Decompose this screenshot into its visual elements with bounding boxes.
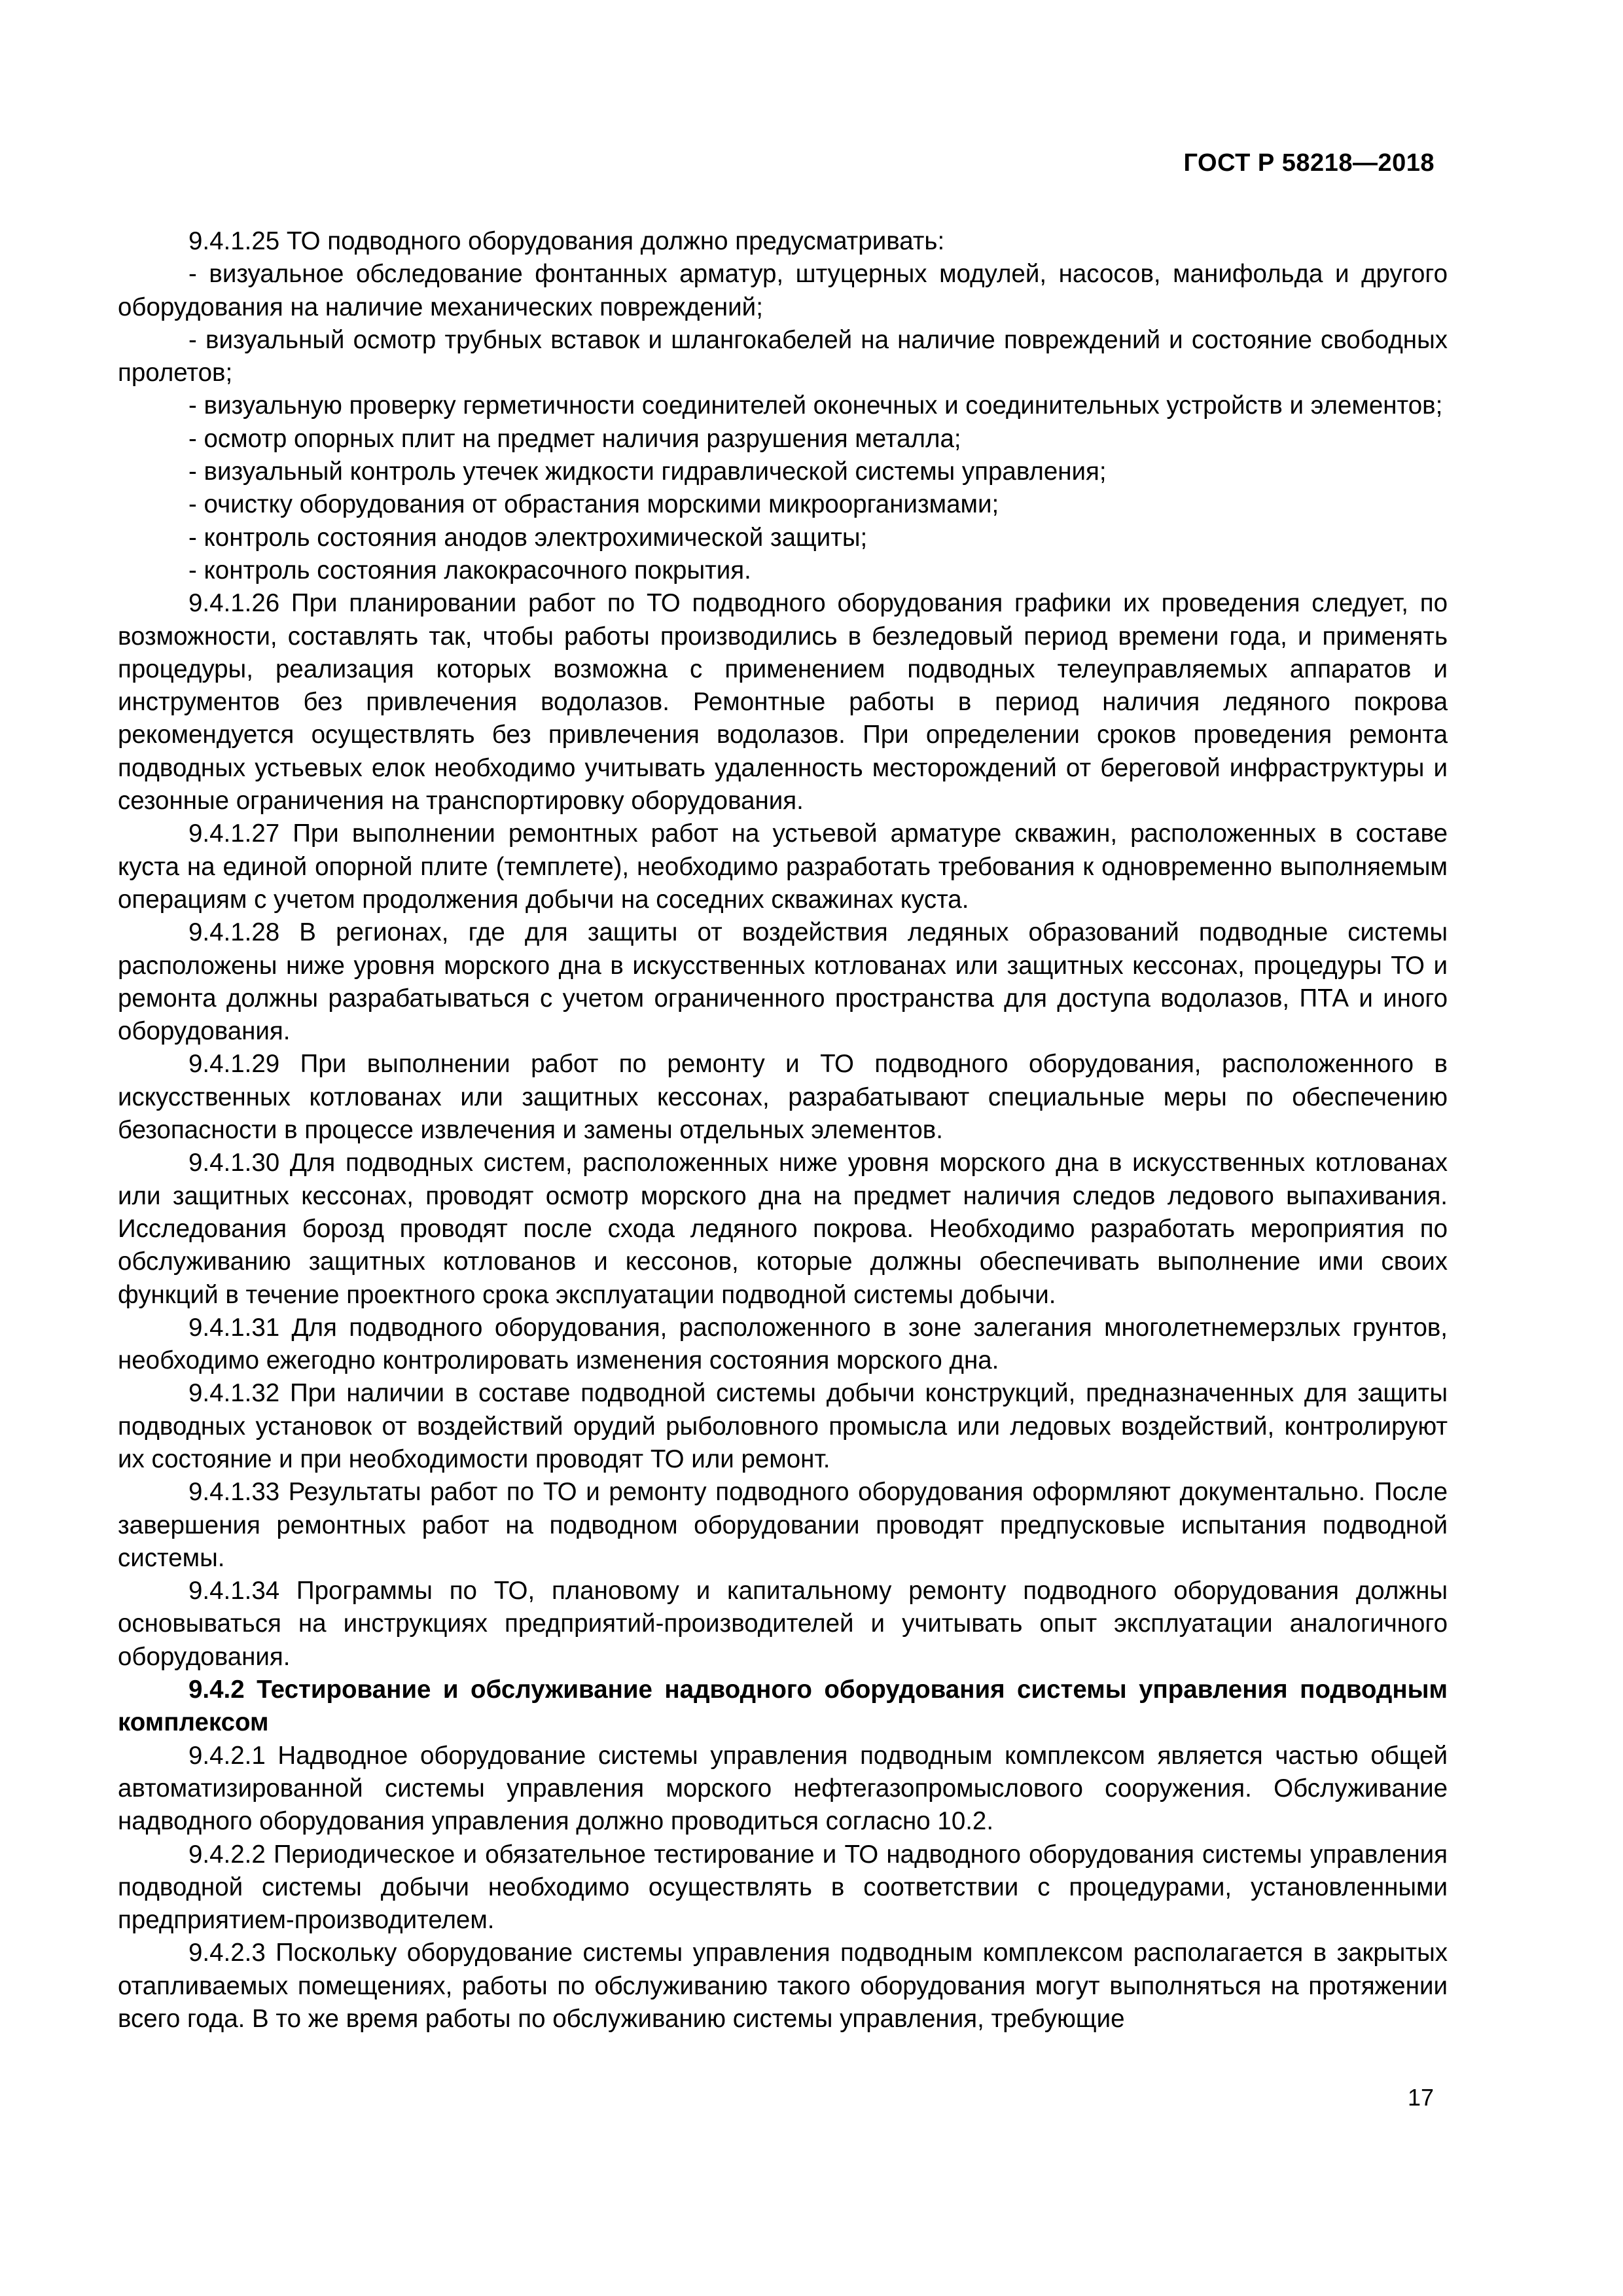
list-item: - визуальный осмотр трубных вставок и шлангокабелей на наличие повреждений и состояние свободных пролетов; <box>118 325 1448 387</box>
list-item: - визуальную проверку герметичности соединителей оконечных и соединительных устройств и элементов; <box>188 391 1443 420</box>
standard-designation: ГОСТ Р 58218—2018 <box>1183 149 1435 177</box>
document-body <box>118 225 1448 2036</box>
paragraph-9-4-1-29: 9.4.1.29 При выполнении работ по ремонту и ТО подводного оборудования, расположенного в искусственных котлованах или защитных кессонах, разрабатывают специальные меры по обеспечению безопасности в процессе извлечения и замены отдельных элементов. <box>118 1050 1448 1145</box>
list-item: - очистку оборудования от обрастания морскими микроорганизмами; <box>188 490 999 519</box>
paragraph-9-4-1-25: 9.4.1.25 ТО подводного оборудования должно предусматривать: <box>188 227 945 255</box>
paragraph-9-4-1-28: 9.4.1.28 В регионах, где для защиты от воздействия ледяных образований подводные системы расположены ниже уровня морского дна в искусственных котлованах или защитных кессонах, процедуры ТО и ремонта должны разрабатываться с учетом ограниченного пространства для доступа водолазов, ПТА и иного оборудования. <box>118 918 1448 1046</box>
list-item: - визуальный контроль утечек жидкости гидравлической системы управления; <box>188 457 1107 486</box>
paragraph-9-4-1-27: 9.4.1.27 При выполнении ремонтных работ на устьевой арматуре скважин, расположенных в составе куста на единой опорной плите (темплете), необходимо разработать требования к одновременно выполняемым операциям с учетом продолжения добычи на соседних скважинах куста. <box>118 819 1448 914</box>
list-item: - контроль состояния анодов электрохимической защиты; <box>188 523 868 552</box>
section-heading-9-4-2: 9.4.2 Тестирование и обслуживание надводного оборудования системы управления подводным комплексом <box>118 1676 1448 1737</box>
list-item: - визуальное обследование фонтанных арматур, штуцерных модулей, насосов, манифольда и другого оборудования на наличие механических повреждений; <box>118 260 1448 321</box>
page-number: 17 <box>1407 2084 1434 2111</box>
paragraph-9-4-1-30: 9.4.1.30 Для подводных систем, расположенных ниже уровня морского дна в искусственных котлованах или защитных кессонах, проводят осмотр морского дна на предмет наличия следов ледового выпахивания. Исследования борозд проводят после схода ледяного покрова. Необходимо разработать мероприятия по обслуживанию защитных котлованов и кессонов, которые должны обеспечивать выполнение ими своих функций в течение проектного срока эксплуатации подводной системы добычи. <box>118 1149 1448 1309</box>
paragraph-9-4-1-34: 9.4.1.34 Программы по ТО, плановому и капитальному ремонту подводного оборудования должны основываться на инструкциях предприятий-производителей и учитывать опыт эксплуатации аналогичного оборудования. <box>118 1577 1448 1671</box>
list-item: - контроль состояния лакокрасочного покрытия. <box>188 556 751 584</box>
paragraph-9-4-2-1: 9.4.2.1 Надводное оборудование системы управления подводным комплексом является частью общей автоматизированной системы управления морского нефтегазопромыслового сооружения. Обслуживание надводного оборудования управления должно проводиться согласно 10.2. <box>118 1741 1448 1836</box>
list-item: - осмотр опорных плит на предмет наличия разрушения металла; <box>188 424 961 453</box>
paragraph-9-4-2-3: 9.4.2.3 Поскольку оборудование системы управления подводным комплексом располагается в закрытых отапливаемых помещениях, работы по обслуживанию такого оборудования могут выполняться на протяжении всего года. В то же время работы по обслуживанию системы управления, требующие <box>118 1939 1448 2034</box>
paragraph-9-4-1-33: 9.4.1.33 Результаты работ по ТО и ремонту подводного оборудования оформляют документально. После завершения ремонтных работ на подводном оборудовании проводят предпусковые испытания подводной системы. <box>118 1478 1448 1572</box>
paragraph-9-4-1-31: 9.4.1.31 Для подводного оборудования, расположенного в зоне залегания многолетнемерзлых грунтов, необходимо ежегодно контролировать изменения состояния морского дна. <box>118 1313 1448 1375</box>
paragraph-9-4-2-2: 9.4.2.2 Периодическое и обязательное тестирование и ТО надводного оборудования системы управления подводной системы добычи необходимо осуществлять в соответствии с процедурами, установленными предприятием-производителем. <box>118 1840 1448 1935</box>
paragraph-9-4-1-26: 9.4.1.26 При планировании работ по ТО подводного оборудования графики их проведения следует, по возможности, составлять так, чтобы работы производились в безледовый период времени года, и применять процедуры, реализация которых возможна с применением подводных телеуправляемых аппаратов и инструментов без привлечения водолазов. Ремонтные работы в период наличия ледяного покрова рекомендуется осуществлять без привлечения водолазов. При определении сроков проведения ремонта подводных устьевых елок необходимо учитывать удаленность месторождений от береговой инфраструктуры и сезонные ограничения на транспортировку оборудования. <box>118 589 1448 816</box>
paragraph-9-4-1-32: 9.4.1.32 При наличии в составе подводной системы добычи конструкций, предназначенных для защиты подводных установок от воздействий орудий рыболовного промысла или ледовых воздействий, контролируют их состояние и при необходимости проводят ТО или ремонт. <box>118 1379 1448 1473</box>
